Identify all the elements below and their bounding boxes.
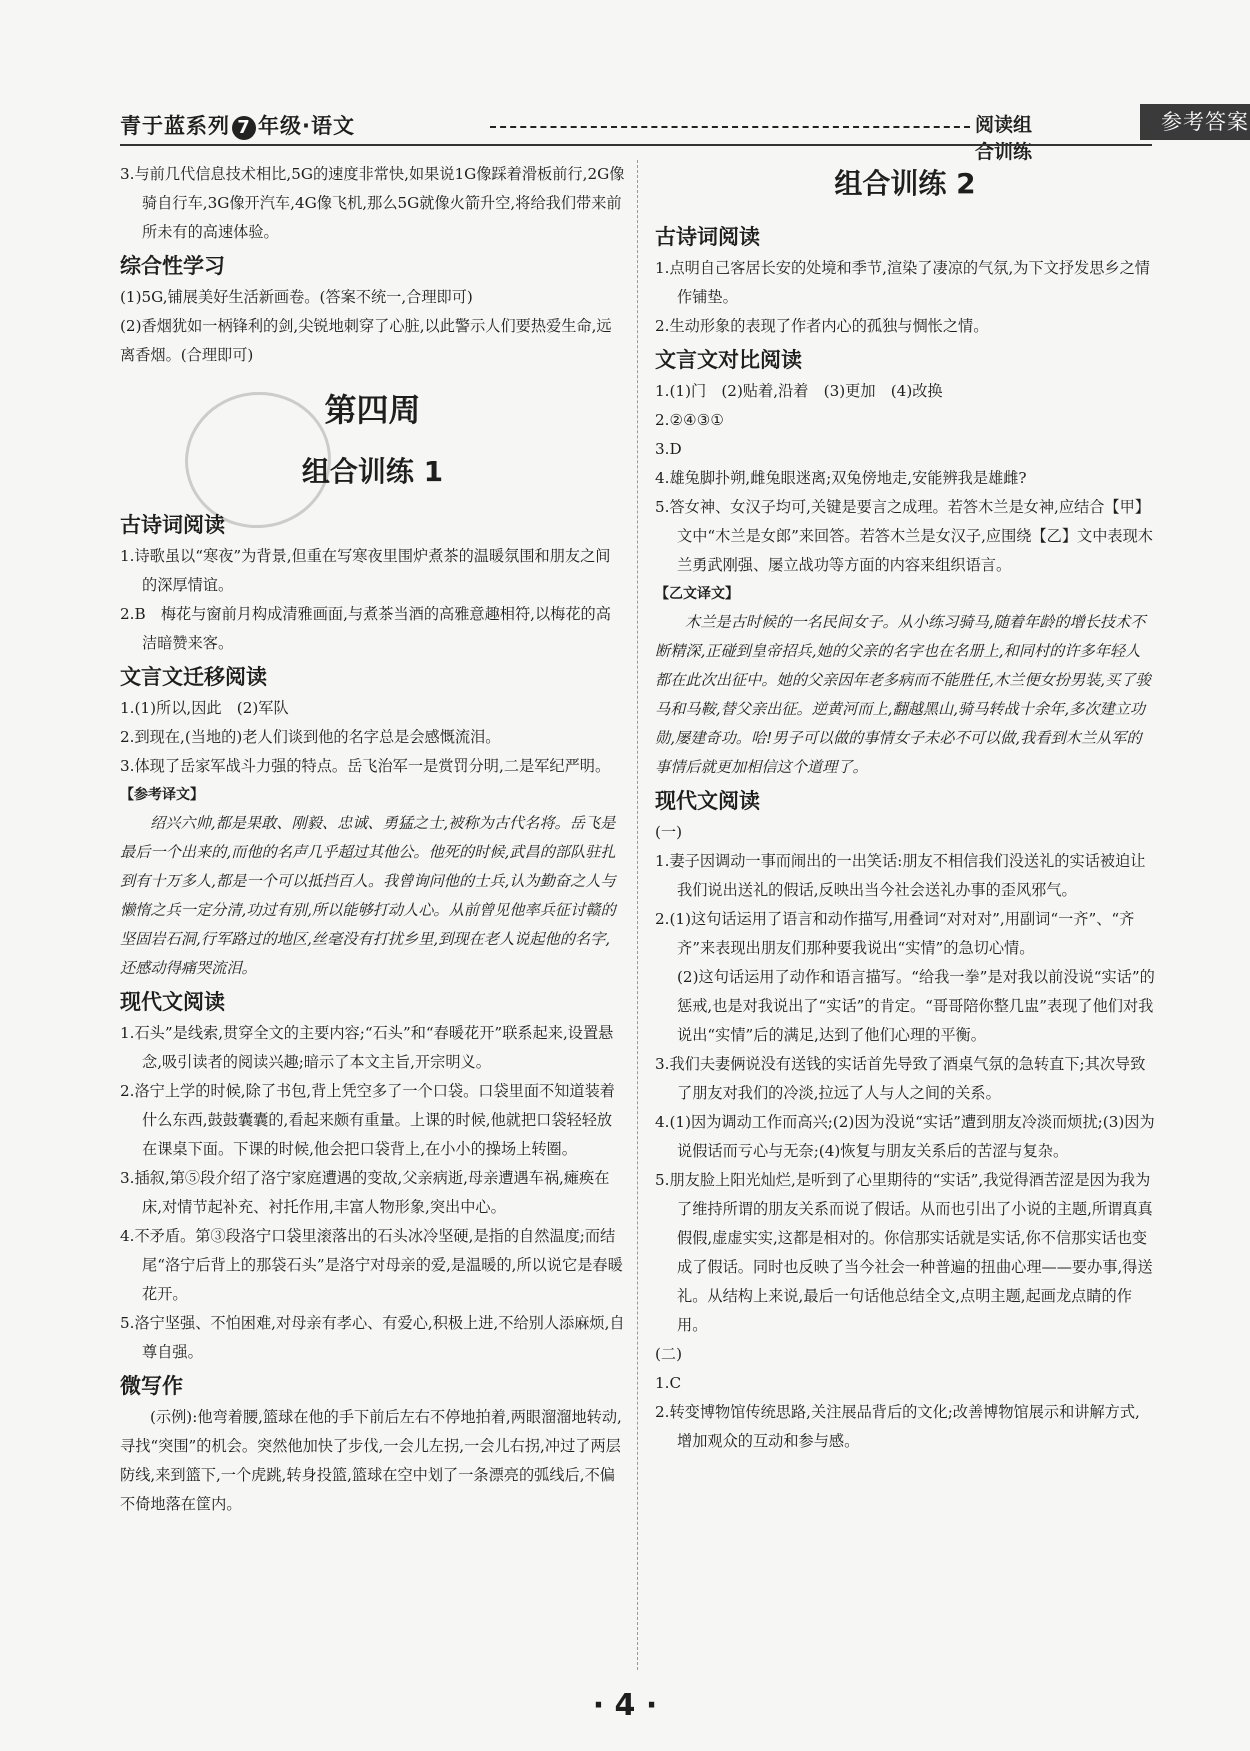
answer-item: 4.不矛盾。第③段洛宁口袋里滚落出的石头冰冷坚硬,是指的自然温度;而结尾“洛宁后背上的那袋石头”是洛宁对母亲的爱,是温暖的,所以说它是春暖花开。 [120,1227,623,1303]
section-heading: 古诗词阅读 [655,225,760,249]
writing-sample: (示例):他弯着腰,篮球在他的手下前后左右不停地拍着,两眼溜溜地转动,寻找“突围”的机会。突然他加快了步伐,一会儿左拐,一会儿右拐,冲过了两层防线,来到篮下,一个虎跳,转身投篮,篮球在空中划了一条漂亮的弧线后,不偏不倚地落在筐内。 [120,1408,622,1513]
section-heading: 文言文对比阅读 [655,348,802,372]
answer-item: 2.生动形象的表现了作者内心的孤独与惆怅之情。 [655,317,989,335]
week-title: 第四周 [324,391,421,429]
grade-subject: 年级·语文 [258,114,355,138]
section-heading: 现代文阅读 [120,990,225,1014]
series-name: 青于蓝系列 [120,114,230,138]
answer-badge: 参考答案 [1140,104,1250,140]
page-number: · 4 · [592,1688,658,1723]
answer-line: (2)香烟犹如一柄锋利的剑,尖锐地刺穿了心脏,以此警示人们要热爱生命,远离香烟。(合理即可) [120,317,612,364]
section-label: 阅读组合训练 [975,114,1033,163]
answer-item: 3.我们夫妻俩说没有送钱的实话首先导致了酒桌气氛的急转直下;其次导致了朋友对我们的冷淡,拉远了人与人之间的关系。 [655,1055,1146,1102]
subsection-label: (二) [655,1345,683,1363]
answer-item: 4.雄兔脚扑朔,雌兔眼迷离;双兔傍地走,安能辨我是雄雌? [655,469,1027,487]
header-rule [120,144,1152,146]
answer-item: 2.洛宁上学的时候,除了书包,背上凭空多了一个口袋。口袋里面不知道装着什么东西,鼓鼓囊囊的,看起来颇有重量。上课的时候,他就把口袋轻轻放在课桌下面。下课的时候,他会把口袋背上,在小小的操场上转圈。 [120,1082,615,1158]
page-header [120,104,1249,163]
answer-item: 2.B 梅花与窗前月构成清雅画面,与煮茶当酒的高雅意趣相符,以梅花的高洁暗赞来客。 [120,605,611,652]
translation-text: 木兰是古时候的一名民间女子。从小练习骑马,随着年龄的增长技术不断精深,正碰到皇帝招兵,她的父亲的名字也在名册上,和同村的许多年轻人都在此次出征中。她的父亲因年老多病而不能胜任,木兰便女扮男装,买了骏马和马鞍,替父亲出征。逆黄河而上,翻越黑山,骑马转战十余年,多次建立功勋,屡建奇功。哈!男子可以做的事情女子未必不可以做,我看到木兰从军的事情后就更加相信这个道理了。 [655,613,1151,776]
answer-item: 4.(1)因为调动工作而高兴;(2)因为没说“实话”遭到朋友冷淡而烦扰;(3)因为说假话而亏心与无奈;(4)恢复与朋友关系后的苦涩与复杂。 [655,1113,1155,1160]
answer-item: 2.到现在,(当地的)老人们谈到他的名字总是会感慨流泪。 [120,728,501,746]
section-heading: 现代文阅读 [655,789,760,813]
section-heading: 微写作 [120,1374,183,1398]
translation-text: 绍兴六帅,都是果敢、刚毅、忠诚、勇猛之士,被称为古代名将。岳飞是最后一个出来的,而他的名声几乎超过其他公。他死的时候,武昌的部队驻扎到有十万多人,都是一个可以抵挡百人。我曾询问他的士兵,认为勤奋之人与懒惰之兵一定分清,功过有别,所以能够打动人心。从前曾见他率兵征讨赣的坚固岩石洞,行军路过的地区,丝毫没有打扰乡里,到现在老人说起他的名字,还感动得痛哭流泪。 [120,814,616,977]
answer-item: 2.(1)这句话运用了语言和动作描写,用叠词“对对对”,用副词“一齐”、“齐齐”来表现出朋友们那种要我说出“实情”的急切心情。 [655,910,1135,957]
answer-item: 2.转变博物馆传统思路,关注展品背后的文化;改善博物馆展示和讲解方式,增加观众的互动和参与感。 [655,1403,1140,1450]
intro-item: 3.与前几代信息技术相比,5G的速度非常快,如果说1G像踩着滑板前行,2G像骑自行车,3G像开汽车,4G像飞机,那么5G就像火箭升空,将给我们带来前所未有的高速体验。 [120,165,625,241]
answer-item: 1.(1)所以,因此 (2)军队 [120,699,289,717]
answer-line: (1)5G,铺展美好生活新画卷。(答案不统一,合理即可) [120,288,473,306]
answer-item: 3.插叙,第⑤段介绍了洛宁家庭遭遇的变故,父亲病逝,母亲遭遇车祸,瘫痪在床,对情节起补充、衬托作用,丰富人物形象,突出中心。 [120,1169,610,1216]
answer-item: 5.朋友脸上阳光灿烂,是听到了心里期待的“实话”,我觉得酒苦涩是因为我为了维持所谓的朋友关系而说了假话。从而也引出了小说的主题,所谓真真假假,虚虚实实,这都是相对的。你信那实话就是实话,你不信那实话也变成了假话。同时也反映了当今社会一种普遍的扭曲心理——要办事,得送礼。从结构上来说,最后一句话他总结全文,点明主题,起画龙点睛的作用。 [655,1171,1153,1334]
left-column [120,160,625,1519]
translation-tag: 【参考译文】 [120,787,204,803]
answer-item-cont: (2)这句话运用了动作和语言描写。“给我一拳”是对我以前没说“实话”的惩戒,也是对我说出了“实话”的肯定。“哥哥陪你整几盅”表现了他们对我说出“实情”后的满足,达到了他们心理的平衡。 [677,968,1155,1044]
translation-tag: 【乙文译文】 [655,586,739,602]
column-divider [637,160,638,1670]
answer-item: 1.妻子因调动一事而闹出的一出笑话:朋友不相信我们没送礼的实话被迫让我们说出送礼的假话,反映出当今社会送礼办事的歪风邪气。 [655,852,1146,899]
answer-item: 5.洛宁坚强、不怕困难,对母亲有孝心、有爱心,积极上进,不给别人添麻烦,自尊自强。 [120,1314,625,1361]
training-title: 组合训练 1 [301,455,444,488]
answer-item: 2.②④③① [655,411,724,429]
section-heading: 古诗词阅读 [120,513,225,537]
subsection-label: (一) [655,823,683,841]
right-column [655,160,1155,1456]
answer-item: 3.体现了岳家军战斗力强的特点。岳飞治军一是赏罚分明,二是军纪严明。 [120,757,611,775]
section-heading: 综合性学习 [120,254,225,278]
grade-badge: 7 [232,116,256,140]
answer-item: 1.诗歌虽以“寒夜”为背景,但重在写寒夜里围炉煮茶的温暖氛围和朋友之间的深厚情谊。 [120,547,611,594]
section-heading: 文言文迁移阅读 [120,665,267,689]
training-title: 组合训练 2 [834,167,976,200]
series-title [120,110,355,140]
answer-item: 3.D [655,440,682,458]
answer-item: 5.答女神、女汉子均可,关键是要言之成理。若答木兰是女神,应结合【甲】文中“木兰是女郎”来回答。若答木兰是女汉子,应围绕【乙】文中表现木兰勇武刚强、屡立战功等方面的内容来组织语言。 [655,498,1153,574]
answer-item: 1.(1)门 (2)贴着,沿着 (3)更加 (4)改换 [655,382,943,400]
answer-item: 1.点明自己客居长安的处境和季节,渲染了凄凉的气氛,为下文抒发思乡之情作铺垫。 [655,259,1150,306]
answer-item: 1.C [655,1374,682,1392]
header-dashes [490,126,970,128]
answer-item: 1.石头”是线索,贯穿全文的主要内容;“石头”和“春暖花开”联系起来,设置悬念,吸引读者的阅读兴趣;暗示了本文主旨,开宗明义。 [120,1024,614,1071]
